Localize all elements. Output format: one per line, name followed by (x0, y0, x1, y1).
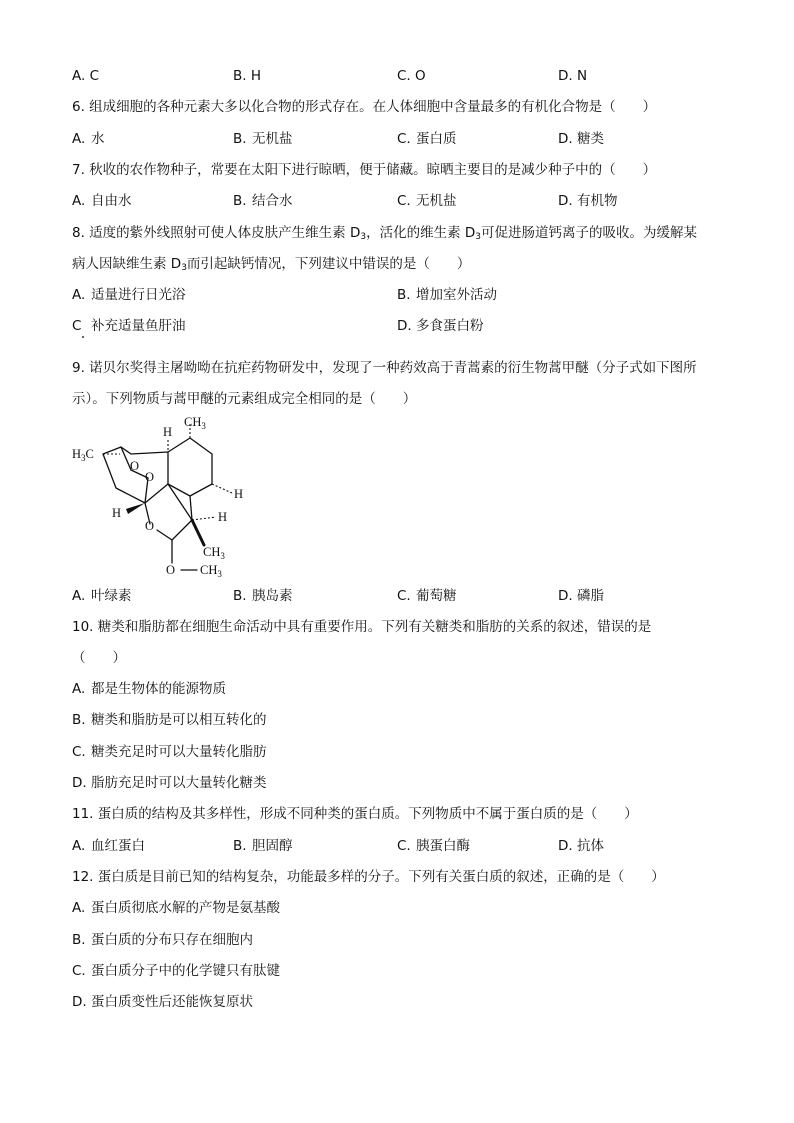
option-text: 有机物 (577, 193, 618, 209)
q6-option-c[interactable] (397, 130, 457, 148)
subscript: 3 (181, 263, 187, 273)
option-label: C. (397, 838, 411, 854)
option-label: C. (397, 193, 411, 209)
option-text: 胰蛋白酶 (416, 838, 470, 854)
option-label: B. (72, 712, 86, 728)
q7-option-c[interactable] (397, 192, 457, 210)
option-label: B. (72, 932, 86, 948)
q8-option-b[interactable] (397, 286, 497, 304)
atom-o: O (145, 519, 155, 533)
option-text: 无机盐 (416, 193, 457, 209)
option-text: 叶绿素 (91, 588, 132, 604)
option-label: B. (233, 193, 247, 209)
q10-option-c[interactable] (72, 743, 267, 761)
option-label: D. (558, 193, 573, 209)
q12-stem: 12. 蛋白质是目前已知的结构复杂，功能最多样的分子。下列有关蛋白质的叙述，正确的是（ ） (72, 869, 665, 885)
option-text: 胆固醇 (252, 838, 293, 854)
option-text: 都是生物体的能源物质 (91, 681, 226, 697)
atom-h: H (218, 510, 228, 524)
option-text: 血红蛋白 (91, 838, 145, 854)
atom-ch3 (203, 545, 225, 561)
q11-stem: 11. 蛋白质的结构及其多样性，形成不同种类的蛋白质。下列物质中不属于蛋白质的是（ ） (72, 806, 638, 822)
option-text: 蛋白质分子中的化学键只有肽键 (91, 963, 280, 979)
atom-h3c (72, 447, 94, 463)
atom-h: H (112, 506, 122, 520)
label: C (85, 447, 94, 461)
q8-option-a[interactable] (72, 286, 186, 304)
option-text: 蛋白质变性后还能恢复原状 (91, 994, 253, 1010)
stray-dot (82, 336, 84, 338)
q8-text: 8. 适度的紫外线照射可使人体皮肤产生维生素 D (72, 225, 361, 241)
q5-option-b[interactable]: B. H (233, 68, 261, 84)
option-label: A. (72, 131, 86, 147)
q6-option-a[interactable] (72, 130, 105, 148)
q10-option-b[interactable] (72, 711, 267, 729)
option-label: A. (72, 681, 86, 697)
q10-option-d[interactable] (72, 774, 267, 792)
atom-o: O (130, 459, 140, 473)
option-text: 磷脂 (577, 588, 604, 604)
artemether-structure (70, 412, 260, 584)
option-text: 糖类充足时可以大量转化脂肪 (91, 744, 267, 760)
q12-option-c[interactable] (72, 962, 280, 980)
q11-option-b[interactable] (233, 837, 293, 855)
option-label: C. (72, 744, 86, 760)
option-text: 增加室外活动 (416, 287, 497, 303)
q9-option-b[interactable] (233, 587, 293, 605)
option-label: A. (72, 588, 86, 604)
option-text: 糖类 (577, 131, 604, 147)
option-text: 葡萄糖 (416, 588, 457, 604)
q7-stem: 7. 秋收的农作物种子，常要在太阳下进行晾晒，便于储藏。晾晒主要目的是减少种子中的（ ） (72, 162, 657, 178)
option-label: D. (72, 994, 87, 1010)
subscript: 3 (475, 232, 482, 242)
subscript: 3 (81, 453, 86, 463)
option-label: B. (233, 838, 247, 854)
atom-ch3 (184, 415, 206, 431)
q12-option-a[interactable] (72, 899, 280, 917)
option-text: 无机盐 (252, 131, 293, 147)
atom-h: H (163, 425, 173, 439)
q10-option-a[interactable] (72, 680, 226, 698)
q5-option-a[interactable]: A. C (72, 68, 100, 84)
option-text: 补充适量鱼肝油 (91, 318, 186, 334)
atom-ch3 (200, 563, 222, 579)
subscript: 3 (201, 421, 206, 431)
option-text: 脂肪充足时可以大量转化糖类 (91, 775, 267, 791)
subscript: 3 (217, 569, 222, 579)
q8-stem-line1 (72, 224, 697, 242)
option-text: 适量进行日光浴 (91, 287, 186, 303)
q7-option-b[interactable] (233, 192, 293, 210)
q9-option-c[interactable] (397, 587, 457, 605)
option-label: B. (397, 287, 411, 303)
q9-stem-line2: 示）。下列物质与蒿甲醚的元素组成完全相同的是（ ） (72, 391, 417, 407)
atom-o: O (166, 563, 176, 577)
option-text: 抗体 (577, 838, 604, 854)
option-label: A. (72, 838, 86, 854)
label: CH (203, 545, 221, 559)
q5-option-d[interactable]: D. N (558, 68, 588, 84)
q11-option-c[interactable] (397, 837, 470, 855)
q8-text: 而引起缺钙情况，下列建议中错误的是（ ） (186, 256, 471, 272)
atom-o: O (145, 470, 155, 484)
q9-option-a[interactable] (72, 587, 132, 605)
option-label: D. (558, 838, 573, 854)
option-label: A. (72, 287, 86, 303)
q8-text: ，活化的维生素 D (366, 225, 476, 241)
option-label: D. (397, 318, 412, 334)
option-label: A. (72, 193, 86, 209)
q10-stem-line1: 10. 糖类和脂肪都在细胞生命活动中具有重要作用。下列有关糖类和脂肪的关系的叙述，错误的是 (72, 619, 652, 635)
option-text: 蛋白质彻底水解的产物是氨基酸 (91, 900, 280, 916)
option-label: C. (397, 588, 411, 604)
q10-stem-line2: （ ） (72, 650, 126, 666)
q6-stem: 6. 组成细胞的各种元素大多以化合物的形式存在。在人体细胞中含量最多的有机化合物是（ ） (72, 99, 657, 115)
option-label: C (72, 318, 82, 334)
q7-option-d[interactable] (558, 192, 618, 210)
option-text: 结合水 (252, 193, 293, 209)
option-text: 多食蛋白粉 (416, 318, 484, 334)
q12-option-b[interactable] (72, 931, 253, 949)
option-label: D. (558, 588, 573, 604)
q8-option-c[interactable] (72, 317, 186, 335)
subscript: 3 (360, 232, 367, 242)
label: CH (200, 563, 218, 577)
label: CH (184, 415, 202, 429)
option-label: D. (558, 131, 573, 147)
option-label: D. (72, 775, 87, 791)
q7-option-a[interactable] (72, 192, 132, 210)
q8-text: 病人因缺维生素 D (72, 256, 182, 272)
option-text: 胰岛素 (252, 588, 293, 604)
q8-option-d[interactable] (397, 317, 484, 335)
option-text: 糖类和脂肪是可以相互转化的 (91, 712, 267, 728)
q11-option-a[interactable] (72, 837, 145, 855)
subscript: 3 (220, 551, 225, 561)
q12-option-d[interactable] (72, 993, 253, 1011)
option-label: B. (233, 588, 247, 604)
option-label: C. (397, 131, 411, 147)
q8-stem-line2 (72, 255, 470, 273)
option-label: A. (72, 900, 86, 916)
option-label: C. (72, 963, 86, 979)
label: H (72, 447, 82, 461)
atom-h: H (234, 487, 244, 501)
q5-option-c[interactable]: C. O (397, 68, 426, 84)
option-text: 自由水 (91, 193, 132, 209)
option-text: 水 (91, 131, 105, 147)
option-label: B. (233, 131, 247, 147)
q9-option-d[interactable] (558, 587, 604, 605)
q6-option-d[interactable] (558, 130, 604, 148)
q6-option-b[interactable] (233, 130, 293, 148)
option-text: 蛋白质的分布只存在细胞内 (91, 932, 253, 948)
q9-stem-line1: 9. 诺贝尔奖得主屠呦呦在抗疟药物研发中，发现了一种药效高于青蒿素的衍生物蒿甲醚（分子式如下图所 (72, 360, 697, 376)
q11-option-d[interactable] (558, 837, 604, 855)
option-text: 蛋白质 (416, 131, 457, 147)
q8-text: 可促进肠道钙离子的吸收。为缓解某 (481, 225, 698, 241)
